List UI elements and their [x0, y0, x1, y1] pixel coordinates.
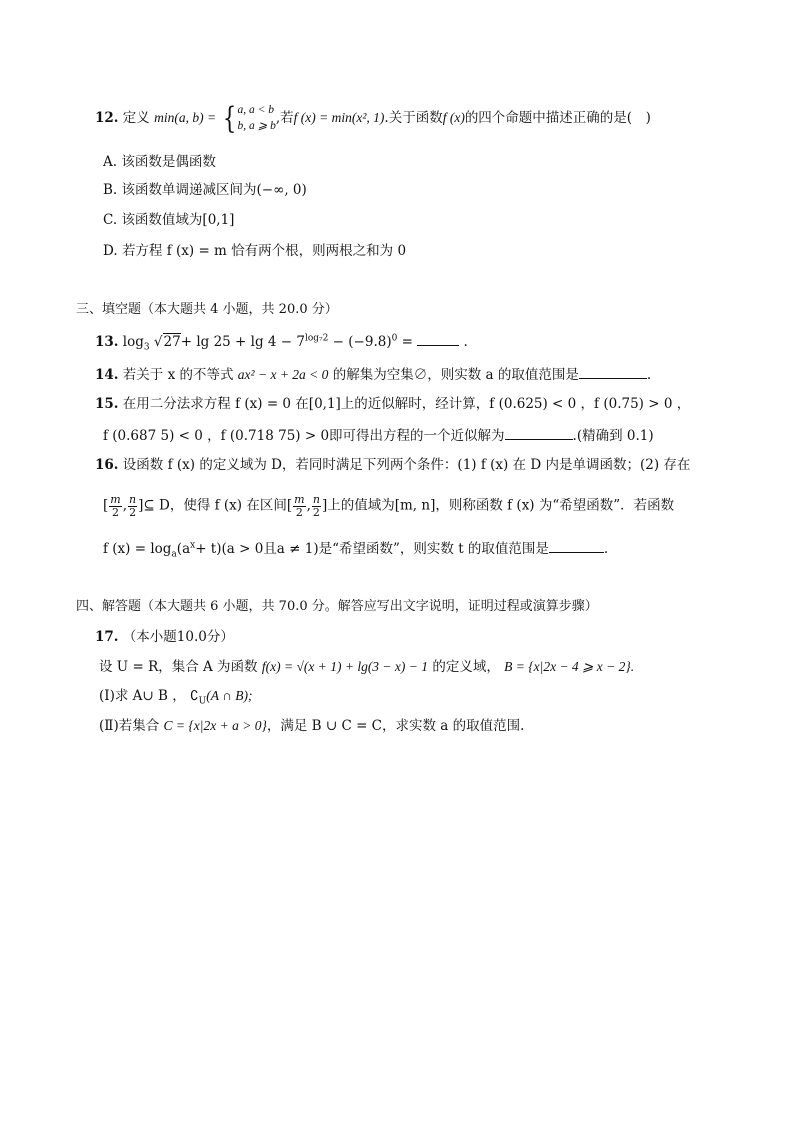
question-text: 定义	[122, 110, 150, 127]
function-text: f (x) = log	[103, 541, 172, 557]
exponent: 0	[391, 333, 398, 344]
question-17-line-1	[99, 659, 634, 675]
complement-subscript: U	[198, 696, 207, 707]
option-a	[103, 154, 216, 170]
option-b	[103, 182, 307, 198]
function-definition: f(x) = √(x + 1) + lg(3 − x) − 1	[261, 659, 429, 674]
fraction-n-over-2: $\frac{n}{2}$	[312, 493, 320, 519]
set-c-definition: C = {x|2x + a > 0}	[163, 718, 267, 733]
inequality: ax² − x + 2a < 0	[237, 367, 329, 382]
sqrt-symbol: √	[153, 334, 163, 350]
option-d	[103, 243, 406, 259]
question-number: 16.	[95, 457, 119, 473]
option-c	[103, 212, 234, 228]
exponent: log₇2	[304, 333, 329, 344]
answer-blank	[505, 427, 573, 440]
section-3-heading: 三、填空题（本大题共 4 小题，共 20.0 分）	[76, 302, 338, 317]
question-text: 的定义域，	[432, 659, 500, 675]
answer-blank	[579, 366, 647, 379]
option-label: A.	[103, 154, 118, 170]
answer-blank	[549, 540, 604, 553]
question-number: 15.	[95, 396, 119, 412]
option-text: 该函数单调递减区间为(−∞, 0)	[121, 182, 307, 198]
set-expression: (A ∩ B);	[206, 688, 253, 703]
question-score: （本小题10.0分）	[122, 629, 234, 645]
left-brace: {	[223, 100, 237, 136]
question-text: .关于函数	[384, 110, 443, 127]
option-label: C.	[103, 212, 118, 228]
function-text: (a	[176, 541, 191, 557]
bracket: [	[103, 497, 109, 514]
case-1: a, a < b	[237, 104, 274, 116]
question-text: 若关于 x 的不等式	[122, 367, 234, 383]
question-15-line-2	[103, 427, 654, 444]
question-16-line-3	[103, 540, 608, 560]
question-text: + t)(a > 0且a ≠ 1)是“希望函数”，则实数 t 的取值范围是	[195, 541, 549, 557]
set-b-definition: B = {x|2x − 4 ⩾ x − 2}.	[504, 659, 635, 674]
option-text: 该函数是偶函数	[121, 154, 216, 170]
question-text: 设函数 f (x) 的定义域为 D，若同时满足下列两个条件：(1) f (x) 在 D 内是单调函数；(2) 存在	[122, 457, 691, 473]
exponent: x	[190, 540, 196, 551]
option-text: 该函数值域为[0,1]	[121, 212, 235, 228]
fraction-m-over-2: $\frac{m}{2}$	[110, 493, 121, 519]
expression-part: + lg 25 + lg 4 − 7	[180, 334, 305, 350]
question-text: 的四个命题中描述正确的是( )	[464, 110, 651, 127]
option-label: B.	[103, 182, 118, 198]
question-number: 12.	[95, 110, 119, 127]
question-number: 14.	[95, 367, 119, 383]
period: .	[463, 334, 468, 350]
question-13	[95, 333, 468, 353]
option-label: D.	[103, 243, 118, 259]
expression-part: − (−9.8)	[332, 334, 392, 350]
radicand: 27	[163, 334, 181, 350]
question-16-line-2: [ $\frac{m}{2}$ , $\frac{n}{2}$ ]⊆ D，使得 f (x) 在区间[ $\frac{m}{2}$ , $\frac{n}{2}$ ]上的值域为[m, n]，则称函数 f (x) 为“希望函数”．若函数	[103, 493, 675, 519]
bracket: ]	[138, 497, 144, 514]
fraction-n-over-2: $\frac{n}{2}$	[129, 493, 137, 519]
equals-sign: =	[401, 334, 413, 350]
section-4-heading: 四、解答题（本大题共 6 小题，共 70.0 分。解答应写出文字说明，证明过程或演算步骤）	[76, 599, 598, 614]
period: .	[646, 367, 652, 383]
min-definition: min(a, b) =	[154, 110, 217, 126]
question-16-line-1	[95, 457, 690, 473]
log-base: a	[171, 549, 177, 560]
option-text: 若方程 f (x) = m 恰有两个根，则两根之和为 0	[121, 243, 407, 259]
case-2: b, a ⩾ b	[237, 119, 276, 132]
log-base: 3	[143, 342, 150, 353]
answer-blank	[417, 333, 459, 346]
question-text: 设 U = R，集合 A 为函数	[99, 659, 258, 675]
question-text: ,若	[275, 110, 294, 127]
question-text: (Ⅱ)若集合	[99, 718, 160, 734]
function-symbol: f (x)	[442, 110, 465, 126]
question-text: (Ⅰ)求 A∪ B ， ∁	[99, 688, 199, 704]
question-17-header	[95, 629, 234, 645]
question-text: 上的值域为[m, n]，则称函数 f (x) 为“希望函数”．若函数	[327, 497, 675, 514]
question-15-line-1	[95, 396, 690, 412]
period: .	[603, 541, 609, 557]
question-17-part-2	[99, 718, 524, 734]
question-text: .(精确到 0.1)	[572, 428, 654, 444]
question-17-part-1	[99, 688, 252, 707]
question-text: 的解集为空集∅，则实数 a 的取值范围是	[332, 367, 579, 383]
question-number: 13.	[95, 334, 119, 350]
question-text: ，满足 B ∪ C = C，求实数 a 的取值范围.	[266, 718, 525, 734]
question-text: f (0.687 5) < 0 ，f (0.718 75) > 0即可得出方程的一个近似解为	[103, 428, 505, 444]
bracket: [	[286, 497, 293, 514]
question-12-stem	[95, 100, 651, 136]
piecewise-cases	[237, 103, 275, 134]
bracket: ]	[321, 497, 328, 514]
fraction-m-over-2: $\frac{m}{2}$	[294, 493, 305, 519]
question-text: ⊆ D，使得 f (x) 在区间	[143, 497, 287, 514]
question-14	[95, 366, 651, 383]
question-number: 17.	[95, 629, 119, 645]
function-definition: f (x) = min(x², 1)	[293, 110, 385, 126]
log-text: log	[122, 334, 144, 350]
question-text: 在用二分法求方程 f (x) = 0 在[0,1]上的近似解时，经计算，f (0.625) < 0 ，f (0.75) > 0 ，	[122, 396, 691, 412]
